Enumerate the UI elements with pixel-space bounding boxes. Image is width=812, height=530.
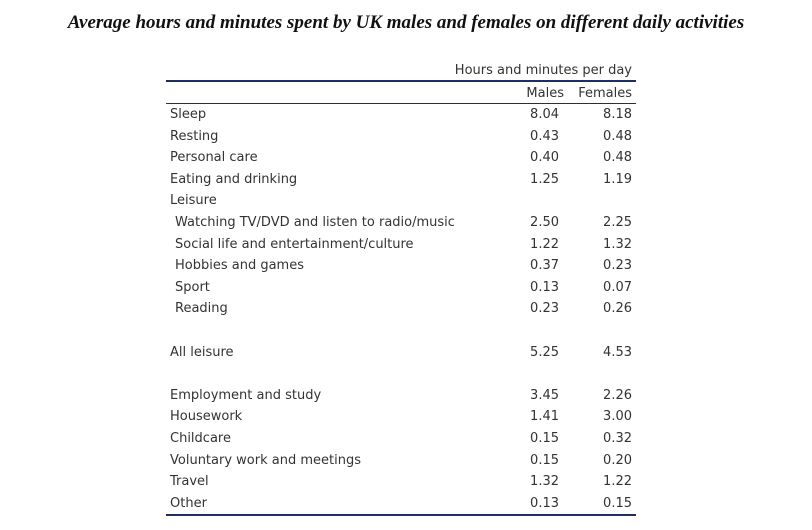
row-label: Travel (170, 474, 209, 490)
males-value: 1.41 (530, 409, 559, 425)
row-label: All leisure (170, 344, 234, 360)
males-value: 0.43 (530, 128, 559, 144)
table-row-personal-care (166, 147, 636, 169)
females-value: 0.07 (603, 279, 632, 295)
table-row-leisure-heading (166, 190, 636, 212)
males-value: 0.37 (530, 258, 559, 274)
females-value: 1.22 (603, 474, 632, 490)
females-value: 2.26 (603, 387, 632, 403)
table-row-employment-and-study (166, 385, 636, 407)
females-value: 0.48 (603, 128, 632, 144)
row-label: Sport (175, 279, 210, 295)
females-value: 4.53 (603, 344, 632, 360)
males-value: 0.13 (530, 279, 559, 295)
males-value: 3.45 (530, 387, 559, 403)
table-row-social-life (166, 234, 636, 256)
row-spacer (166, 320, 636, 342)
row-label: Childcare (170, 430, 231, 446)
females-value: 0.23 (603, 258, 632, 274)
females-value: 8.18 (603, 107, 632, 122)
females-value: 0.15 (603, 495, 632, 511)
males-value: 0.15 (530, 452, 559, 468)
column-header-females: Females (578, 86, 632, 101)
table-row-all-leisure (166, 342, 636, 364)
females-value: 0.48 (603, 150, 632, 166)
column-header-row (166, 82, 636, 104)
males-value: 0.40 (530, 150, 559, 166)
row-label: Sleep (170, 107, 207, 122)
females-value: 0.20 (603, 452, 632, 468)
table-bottom-rule (166, 514, 636, 516)
females-value: 1.32 (603, 236, 632, 252)
row-label: Hobbies and games (175, 258, 304, 274)
table-row-sport (166, 277, 636, 299)
males-value: 5.25 (530, 344, 559, 360)
table-row-sleep (166, 104, 636, 126)
row-label: Reading (175, 301, 228, 317)
column-header-males: Males (526, 86, 564, 101)
females-value: 0.32 (603, 430, 632, 446)
females-value: 3.00 (603, 409, 632, 425)
table-row-watching-tv (166, 212, 636, 234)
table-row-other (166, 493, 636, 515)
males-value: 2.50 (530, 214, 559, 230)
row-spacer (166, 363, 636, 385)
row-label: Other (170, 495, 207, 511)
table-row-resting (166, 126, 636, 148)
females-value: 2.25 (603, 214, 632, 230)
data-table (166, 60, 636, 516)
table-row-housework (166, 406, 636, 428)
females-value: 1.19 (603, 171, 632, 187)
table-row-reading (166, 298, 636, 320)
chart-title: Average hours and minutes spent by UK males and females on different daily activities (67, 12, 745, 33)
row-label: Watching TV/DVD and listen to radio/music (175, 214, 455, 230)
males-value: 0.15 (530, 430, 559, 446)
table-row-eating-and-drinking (166, 169, 636, 191)
males-value: 0.13 (530, 495, 559, 511)
row-label: Eating and drinking (170, 171, 298, 187)
table-row-hobbies-and-games (166, 255, 636, 277)
table-row-voluntary-work (166, 450, 636, 472)
row-label: Employment and study (170, 387, 322, 403)
row-label: Voluntary work and meetings (170, 452, 361, 468)
row-label: Resting (170, 128, 219, 144)
row-label: Housework (170, 409, 243, 425)
row-label: Social life and entertainment/culture (175, 236, 414, 252)
row-label: Leisure (170, 193, 217, 209)
males-value: 8.04 (530, 107, 559, 122)
table-caption: Hours and minutes per day (166, 60, 636, 82)
males-value: 1.22 (530, 236, 559, 252)
males-value: 1.25 (530, 171, 559, 187)
males-value: 0.23 (530, 301, 559, 317)
females-value: 0.26 (603, 301, 632, 317)
row-label: Personal care (170, 150, 258, 166)
table-row-childcare (166, 428, 636, 450)
males-value: 1.32 (530, 474, 559, 490)
table-row-travel (166, 471, 636, 493)
